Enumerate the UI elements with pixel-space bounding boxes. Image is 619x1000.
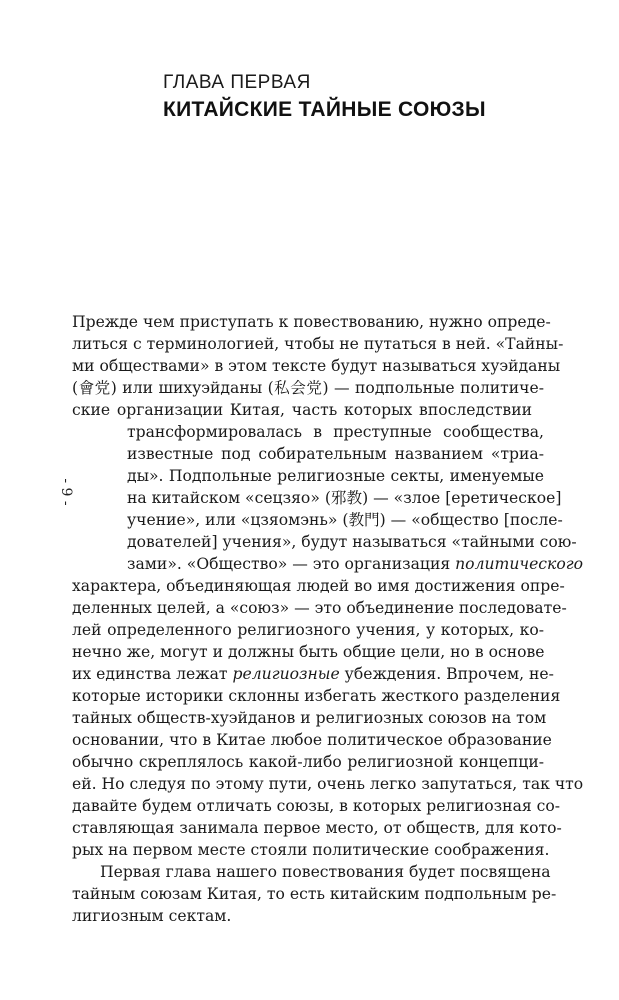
text-line: деленных целей, а «союз» — это объединение последовате- <box>72 599 567 617</box>
text-line: (會党) или шихуэйданы (私会党) — подпольные политиче- <box>72 379 544 397</box>
text-line: ставляющая занимала первое место, от обществ, для кото- <box>72 819 562 837</box>
text-line: Прежде чем приступать к повествованию, нужно опреде- <box>72 313 551 331</box>
text-line: нечно же, могут и должны быть общие цели, но в основе <box>72 643 545 661</box>
italic-term: политического <box>455 555 584 573</box>
text-line: давайте будем отличать союзы, в которых религиозная со- <box>72 797 561 815</box>
text-line: лигиозным сектам. <box>72 907 232 925</box>
text-line: тайных обществ-хуэйданов и религиозных союзов на том <box>72 709 547 727</box>
text-line: ские организации Китая, часть которых впоследствии <box>72 401 532 419</box>
text-span: их единства лежат <box>72 665 233 683</box>
text-line: тайным союзам Китая, то есть китайским подпольным ре- <box>72 885 557 903</box>
text-line <box>72 663 554 685</box>
text-line: которые историки склонны избегать жесткого разделения <box>72 687 561 705</box>
text-span: зами». «Общество» — это организация <box>127 555 456 573</box>
text-line: Первая глава нашего повествования будет посвящена <box>100 863 551 881</box>
text-span: убеждения. Впрочем, не- <box>339 665 554 683</box>
text-line: рых на первом месте стояли политические соображения. <box>72 841 550 859</box>
text-line: характера, объединяющая людей во имя достижения опре- <box>72 577 565 595</box>
italic-term: религиозные <box>232 665 340 683</box>
text-line: литься с терминологией, чтобы не путаться в ней. «Тайны- <box>72 335 564 353</box>
chapter-label: ГЛАВА ПЕРВАЯ <box>163 72 311 93</box>
text-line: обычно скреплялось какой-либо религиозной концепци- <box>72 753 544 771</box>
text-line: трансформировалась в преступные сообщества, <box>127 423 544 441</box>
text-line: основании, что в Китае любое политическое образование <box>72 731 552 749</box>
text-line: ми обществами» в этом тексте будут называться хуэйданы <box>72 357 561 375</box>
text-line: ды». Подпольные религиозные секты, именуемые <box>127 467 544 485</box>
text-line: на китайском «сецзяо» (邪教) — «злое [еретическое] <box>127 489 562 507</box>
text-line: дователей] учения», будут называться «тайными сою- <box>127 533 577 551</box>
text-line: ей. Но следуя по этому пути, очень легко запутаться, так что <box>72 775 584 793</box>
text-line: известные под собирательным названием «триа- <box>127 445 544 463</box>
text-line <box>127 553 584 575</box>
text-line: учение», или «цзяомэнь» (教門) — «общество [после- <box>127 511 563 529</box>
chapter-title: КИТАЙСКИЕ ТАЙНЫЕ СОЮЗЫ <box>163 98 486 121</box>
text-line: лей определенного религиозного учения, у которых, ко- <box>72 621 544 639</box>
page-number: - 9 - <box>58 478 74 506</box>
